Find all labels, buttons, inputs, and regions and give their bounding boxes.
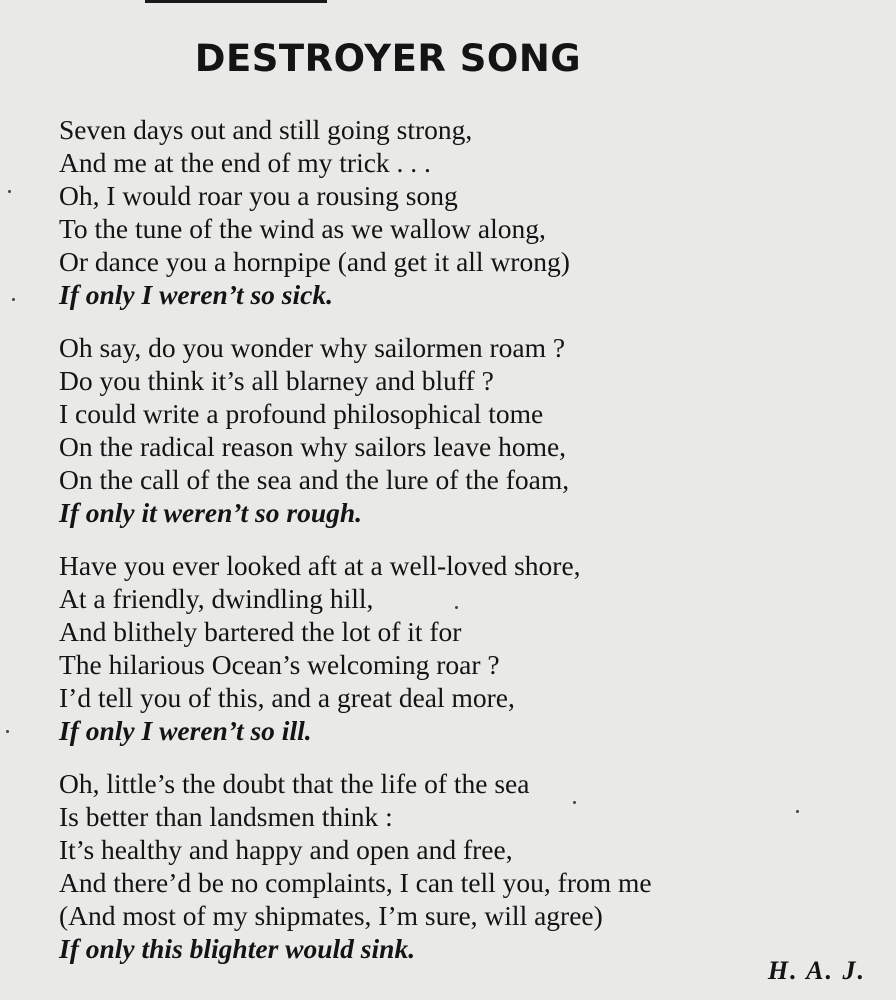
scan-speck	[796, 810, 799, 813]
poem-line: Is better than landsmen think :	[59, 801, 393, 832]
stanza-refrain: If only I weren’t so sick.	[59, 279, 333, 310]
poem-line: Do you think it’s all blarney and bluff ?	[59, 365, 494, 396]
poem-line: On the radical reason why sailors leave home,	[59, 431, 567, 462]
poem-line: Have you ever looked aft at a well-loved shore,	[59, 550, 581, 581]
poem-line: And blithely bartered the lot of it for	[59, 616, 462, 647]
scan-speck	[6, 730, 9, 733]
stanza-2	[59, 331, 879, 529]
poem-line: (And most of my shipmates, I’m sure, will agree)	[59, 900, 603, 931]
poem-line: I could write a profound philosophical tome	[59, 398, 544, 429]
scan-speck	[8, 190, 11, 193]
stanza-refrain: If only I weren’t so ill.	[59, 715, 312, 746]
poem-line: To the tune of the wind as we wallow along,	[59, 213, 546, 244]
stanza-4	[59, 767, 879, 965]
poem-line: And me at the end of my trick . . .	[59, 147, 431, 178]
stanza-3	[59, 549, 879, 747]
stanza-refrain: If only it weren’t so rough.	[59, 497, 363, 528]
poem-line: Oh say, do you wonder why sailormen roam ?	[59, 332, 566, 363]
scan-speck	[573, 801, 576, 804]
poem-line: Seven days out and still going strong,	[59, 114, 473, 145]
poem-line: And there’d be no complaints, I can tell you, from me	[59, 867, 652, 898]
stanza-1	[59, 113, 879, 311]
poem-line: The hilarious Ocean’s welcoming roar ?	[59, 649, 500, 680]
stanza-refrain: If only this blighter would sink.	[59, 933, 416, 964]
scan-speck	[455, 606, 458, 609]
poem-line: On the call of the sea and the lure of the foam,	[59, 464, 570, 495]
poem-line: Or dance you a hornpipe (and get it all wrong)	[59, 246, 570, 277]
poem-line: Oh, I would roar you a rousing song	[59, 180, 458, 211]
poem-line: It’s healthy and happy and open and free,	[59, 834, 513, 865]
poem-body	[59, 113, 879, 985]
top-rule	[145, 0, 327, 3]
poem-line: I’d tell you of this, and a great deal more,	[59, 682, 515, 713]
author-initials: H. A. J.	[767, 956, 866, 985]
poem-title: DESTROYER SONG	[194, 37, 582, 80]
scan-speck	[12, 298, 15, 301]
poem-line: At a friendly, dwindling hill,	[59, 583, 374, 614]
poem-line: Oh, little’s the doubt that the life of the sea	[59, 768, 530, 799]
